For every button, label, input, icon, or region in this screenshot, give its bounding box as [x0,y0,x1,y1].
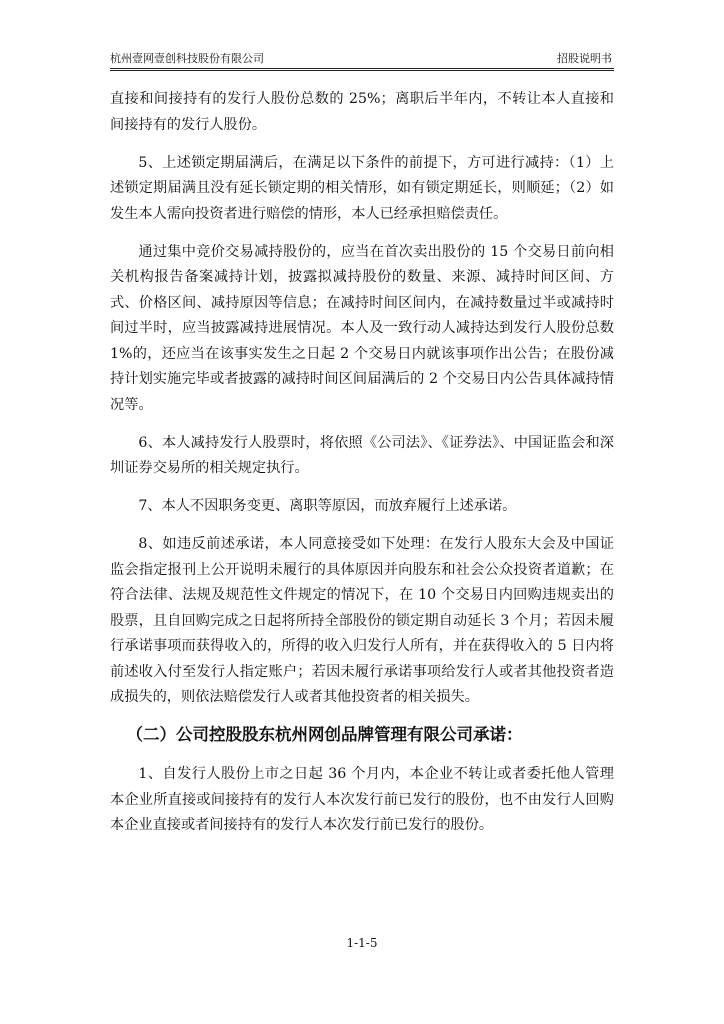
paragraph-item-6: 6、本人减持发行人股票时，将依照《公司法》、《证券法》、中国证监会和深圳证券交易所的相关规定执行。 [110,434,614,476]
document-body [110,87,614,851]
header-divider [110,70,614,71]
header-document-type: 招股说明书 [557,52,612,65]
page-header [110,52,614,69]
section-paragraph-item-1: 1、自发行人股份上市之日起 36 个月内，本企业不转让或者委托他人管理本企业所直接或间接持有的发行人本次发行前已发行的股份，也不由发行人回购本企业直接或者间接持有的发行人本次发行前已发行的股份。 [110,766,614,833]
header-company-name: 杭州壹网壹创科技股份有限公司 [110,52,264,65]
paragraph-continued: 直接和间接持有的发行人股份总数的 25%；离职后半年内，不转让本人直接和间接持有的发行人股份。 [110,91,614,133]
page-number: 1-1-5 [346,936,378,950]
paragraph-item-5: 5、上述锁定期届满后，在满足以下条件的前提下，方可进行减持：（1）上述锁定期届满且没有延长锁定期的相关情形，如有锁定期延长，则顺延；（2）如发生本人需向投资者进行赔偿的情形，本人已经承担赔偿责任。 [110,154,614,222]
paragraph-centralized-bidding: 通过集中竞价交易减持股份的，应当在首次卖出股份的 15 个交易日前向相关机构报告备案减持计划，披露拟减持股份的数量、来源、减持时间区间、方式、价格区间、减持原因等信息；在减持时间区间内，在减持数量过半或减持时间过半时，应当披露减持进展情况。本人及一致行动人减持达到发行人股份总数 1%的，还应当在该事实发生之日起 2 个交易日内就该事项作出公告；在股份减持计划实施完毕或者披露的减持时间区间届满后的 2 个交易日内公告具体减持情况等。 [110,243,614,413]
section-heading: （二）公司控股股东杭州网创品牌管理有限公司承诺： [126,725,523,744]
paragraph-item-8: 8、如违反前述承诺，本人同意接受如下处理：在发行人股东大会及中国证监会指定报刊上公开说明未履行的具体原因并向股东和社会公众投资者道歉；在符合法律、法规及规范性文件规定的情况下，在 10 个交易日内回购违规卖出的股票，且自回购完成之日起将所持全部股份的锁定期自动延长 3 个月；若因未履行承诺事项而获得收入的，所得的收入归发行人所有，并在获得收入的 5 日内将前述收入付至发行人指定账户；若因未履行承诺事项给发行人或者其他投资者造成损失的，则依法赔偿发行人或者其他投资者的相关损失。 [110,536,614,705]
paragraph-item-7: 7、本人不因职务变更、离职等原因，而放弃履行上述承诺。 [138,498,517,514]
